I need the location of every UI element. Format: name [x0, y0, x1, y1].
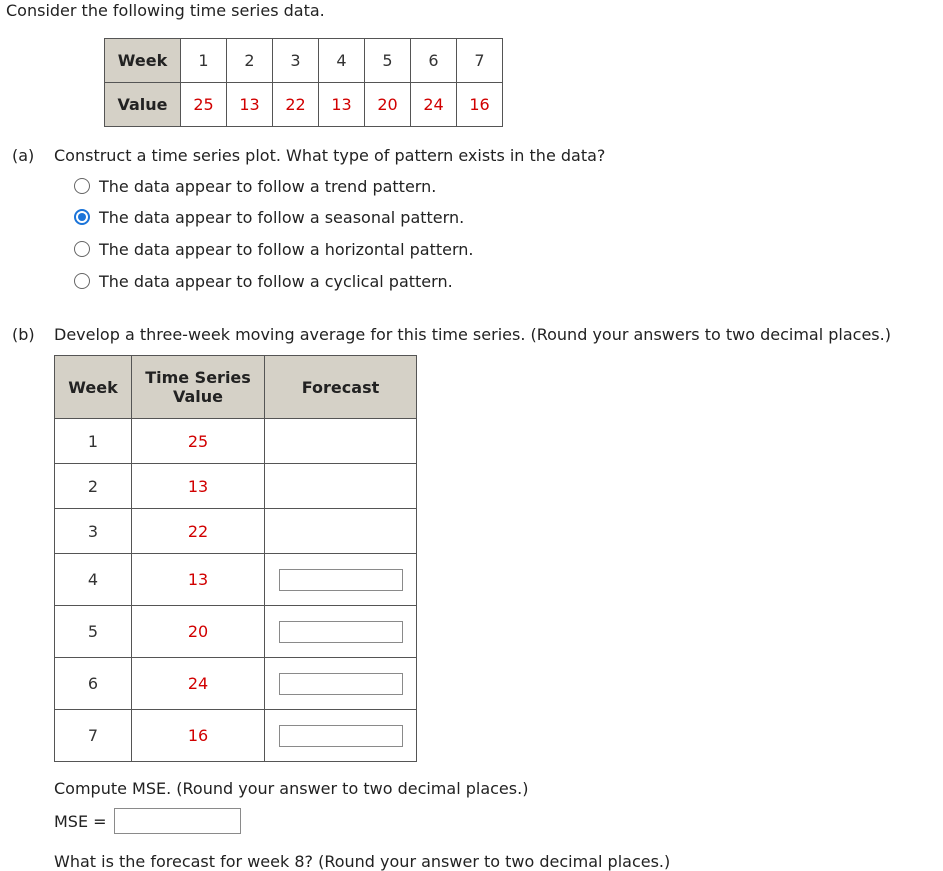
forecast-cell: [265, 554, 417, 606]
forecast-cell: [265, 658, 417, 710]
option-horizontal[interactable]: [74, 239, 473, 259]
option-seasonal[interactable]: [74, 207, 464, 227]
time-series-data-table: [104, 38, 503, 127]
radio-button[interactable]: [74, 273, 90, 289]
option-label: The data appear to follow a trend pattern.: [99, 176, 437, 196]
option-trend[interactable]: [74, 176, 436, 196]
intro-text: Consider the following time series data.: [6, 1, 325, 20]
part-a-text: Construct a time series plot. What type of pattern exists in the data?: [54, 146, 606, 165]
week-cell: 3: [273, 39, 319, 83]
part-a-question: [12, 146, 605, 165]
time-series-value-header: [132, 356, 265, 419]
week-cell: 5: [55, 606, 132, 658]
value-row-header: Value: [105, 83, 181, 127]
table-row: [55, 710, 417, 762]
week-cell: 1: [181, 39, 227, 83]
part-b-label: (b): [12, 325, 35, 344]
value-cell: 13: [319, 83, 365, 127]
forecast-input-week-5[interactable]: [279, 621, 403, 643]
forecast-cell: [265, 419, 417, 464]
value-cell: 20: [365, 83, 411, 127]
table-row: [55, 554, 417, 606]
forecast-input-week-6[interactable]: [279, 673, 403, 695]
table-row: [55, 509, 417, 554]
week-cell: 3: [55, 509, 132, 554]
value-cell: 13: [132, 554, 265, 606]
part-b-question: [12, 325, 891, 344]
week-cell: 7: [457, 39, 503, 83]
week-cell: 2: [227, 39, 273, 83]
forecast-input-week-7[interactable]: [279, 725, 403, 747]
week-row: [105, 39, 503, 83]
week-cell: 2: [55, 464, 132, 509]
moving-average-table: [54, 355, 417, 762]
week-8-question: What is the forecast for week 8? (Round your answer to two decimal places.): [54, 852, 671, 871]
value-cell: 13: [227, 83, 273, 127]
table-row: [55, 464, 417, 509]
value-cell: 20: [132, 606, 265, 658]
mse-question: Compute MSE. (Round your answer to two decimal places.): [54, 779, 529, 798]
forecast-header: Forecast: [265, 356, 417, 419]
week-cell: 4: [55, 554, 132, 606]
week-cell: 5: [365, 39, 411, 83]
forecast-cell: [265, 710, 417, 762]
week-row-header: Week: [105, 39, 181, 83]
part-a-label: (a): [12, 146, 35, 165]
header-row: [55, 356, 417, 419]
option-label: The data appear to follow a seasonal pattern.: [99, 207, 465, 227]
value-cell: 13: [132, 464, 265, 509]
mse-label: MSE =: [54, 812, 107, 831]
time-series-header-line1: Time Series: [145, 368, 251, 387]
value-cell: 16: [457, 83, 503, 127]
week-cell: 6: [411, 39, 457, 83]
value-cell: 25: [132, 419, 265, 464]
option-cyclical[interactable]: [74, 271, 453, 291]
value-cell: 24: [411, 83, 457, 127]
forecast-input-week-4[interactable]: [279, 569, 403, 591]
value-cell: 22: [132, 509, 265, 554]
week-header: Week: [55, 356, 132, 419]
value-cell: 25: [181, 83, 227, 127]
radio-button[interactable]: [74, 241, 90, 257]
option-label: The data appear to follow a cyclical pattern.: [99, 271, 453, 291]
week-cell: 6: [55, 658, 132, 710]
part-b-text: Develop a three-week moving average for this time series. (Round your answers to two decimal places.): [54, 325, 891, 344]
table-row: [55, 606, 417, 658]
table-row: [55, 419, 417, 464]
forecast-cell: [265, 606, 417, 658]
radio-button[interactable]: [74, 178, 90, 194]
mse-input[interactable]: [114, 808, 241, 834]
value-cell: 24: [132, 658, 265, 710]
table-row: [55, 658, 417, 710]
time-series-header-line2: Value: [172, 387, 224, 406]
value-row: [105, 83, 503, 127]
radio-button-selected[interactable]: [74, 209, 90, 225]
value-cell: 16: [132, 710, 265, 762]
value-cell: 22: [273, 83, 319, 127]
option-label: The data appear to follow a horizontal pattern.: [99, 239, 474, 259]
week-cell: 4: [319, 39, 365, 83]
forecast-cell: [265, 509, 417, 554]
week-cell: 1: [55, 419, 132, 464]
forecast-cell: [265, 464, 417, 509]
week-cell: 7: [55, 710, 132, 762]
